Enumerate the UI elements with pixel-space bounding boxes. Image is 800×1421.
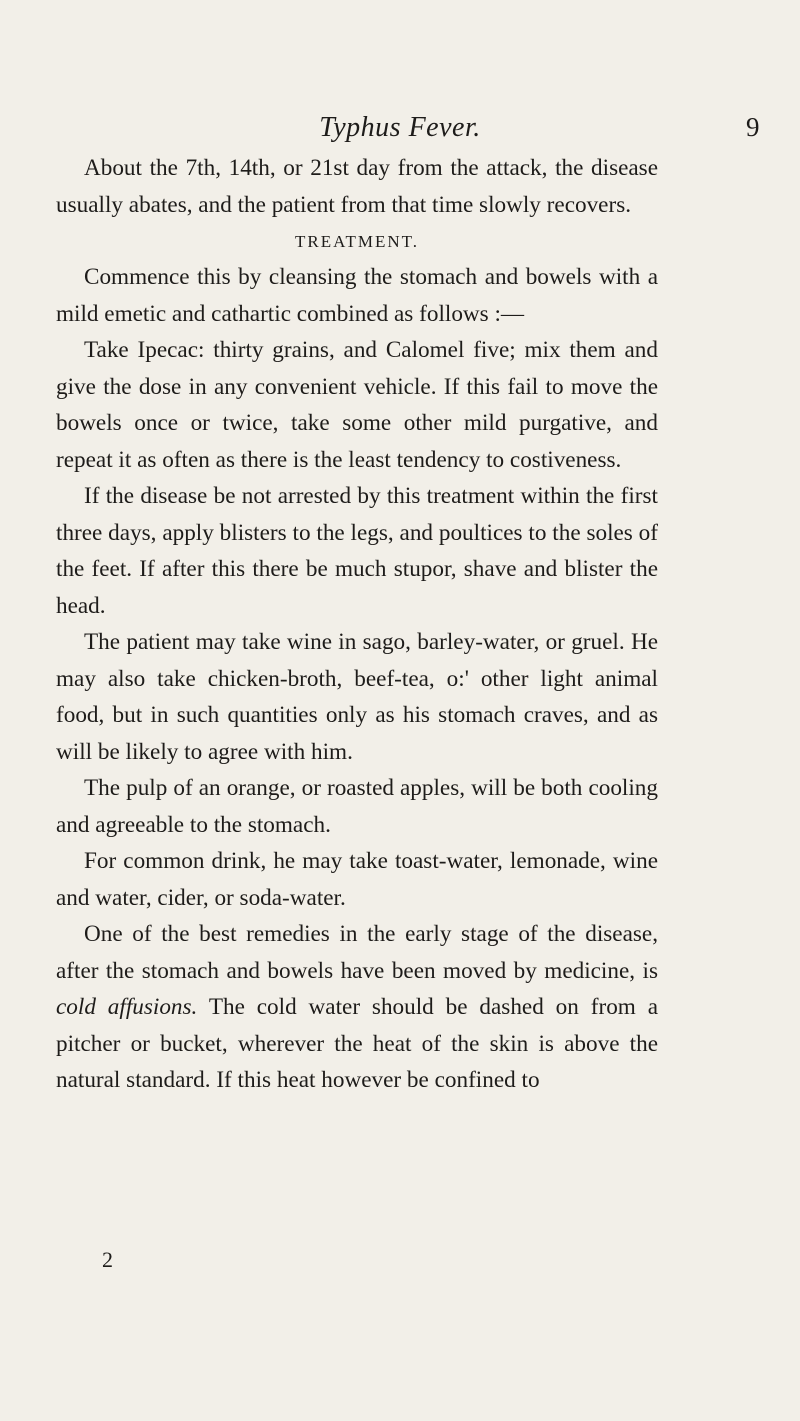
paragraph-diet: The patient may take wine in sago, barley-water, or gruel. He may also take chicken-broth, beef-tea, o:' other light animal food, but in such quantities only as his stomach craves, and as will be likely to agree with him. — [56, 629, 658, 765]
paragraph-prescription: Take Ipecac: thirty grains, and Calomel five; mix them and give the dose in any convenient vehicle. If this fail to move the bowels once or twice, take some other mild purgative, and repeat it as often as there is the least tendency to costiveness. — [56, 337, 658, 473]
section-heading-treatment: TREATMENT. — [294, 232, 420, 251]
page-body — [56, 150, 658, 1099]
paragraph-blisters: If the disease be not arrested by this treatment within the first three days, apply blisters to the legs, and poultices to the soles of the feet. If after this there be much stupor, shave and blister the head. — [56, 483, 658, 619]
page-number: 9 — [746, 112, 760, 142]
paragraph-drink: For common drink, he may take toast-water, lemonade, wine and water, cider, or soda-water. — [56, 848, 658, 911]
paragraph-fruit: The pulp of an orange, or roasted apples, will be both cooling and agreeable to the stomach. — [56, 775, 658, 838]
affusions-text-end: The cold water should be dashed on from a pitcher or bucket, wherever the heat of the skin is above the natural standard. If this heat however be confined to — [56, 994, 659, 1093]
affusions-text-start: One of the best remedies in the early stage of the disease, after the stomach and bowels have been moved by medicine, is — [56, 921, 658, 984]
paragraph-cleansing: Commence this by cleansing the stomach and bowels with a mild emetic and cathartic combined as follows :— — [56, 264, 658, 327]
running-title: Typhus Fever. — [319, 112, 481, 143]
running-head — [0, 112, 800, 146]
paragraph-affusions — [56, 916, 658, 1099]
affusions-emphasis: cold affusions. — [56, 994, 198, 1020]
paragraph-recovery: About the 7th, 14th, or 21st day from the attack, the disease usually abates, and the patient from that time slowly recovers. — [56, 155, 658, 218]
signature-mark: 2 — [102, 1247, 113, 1272]
